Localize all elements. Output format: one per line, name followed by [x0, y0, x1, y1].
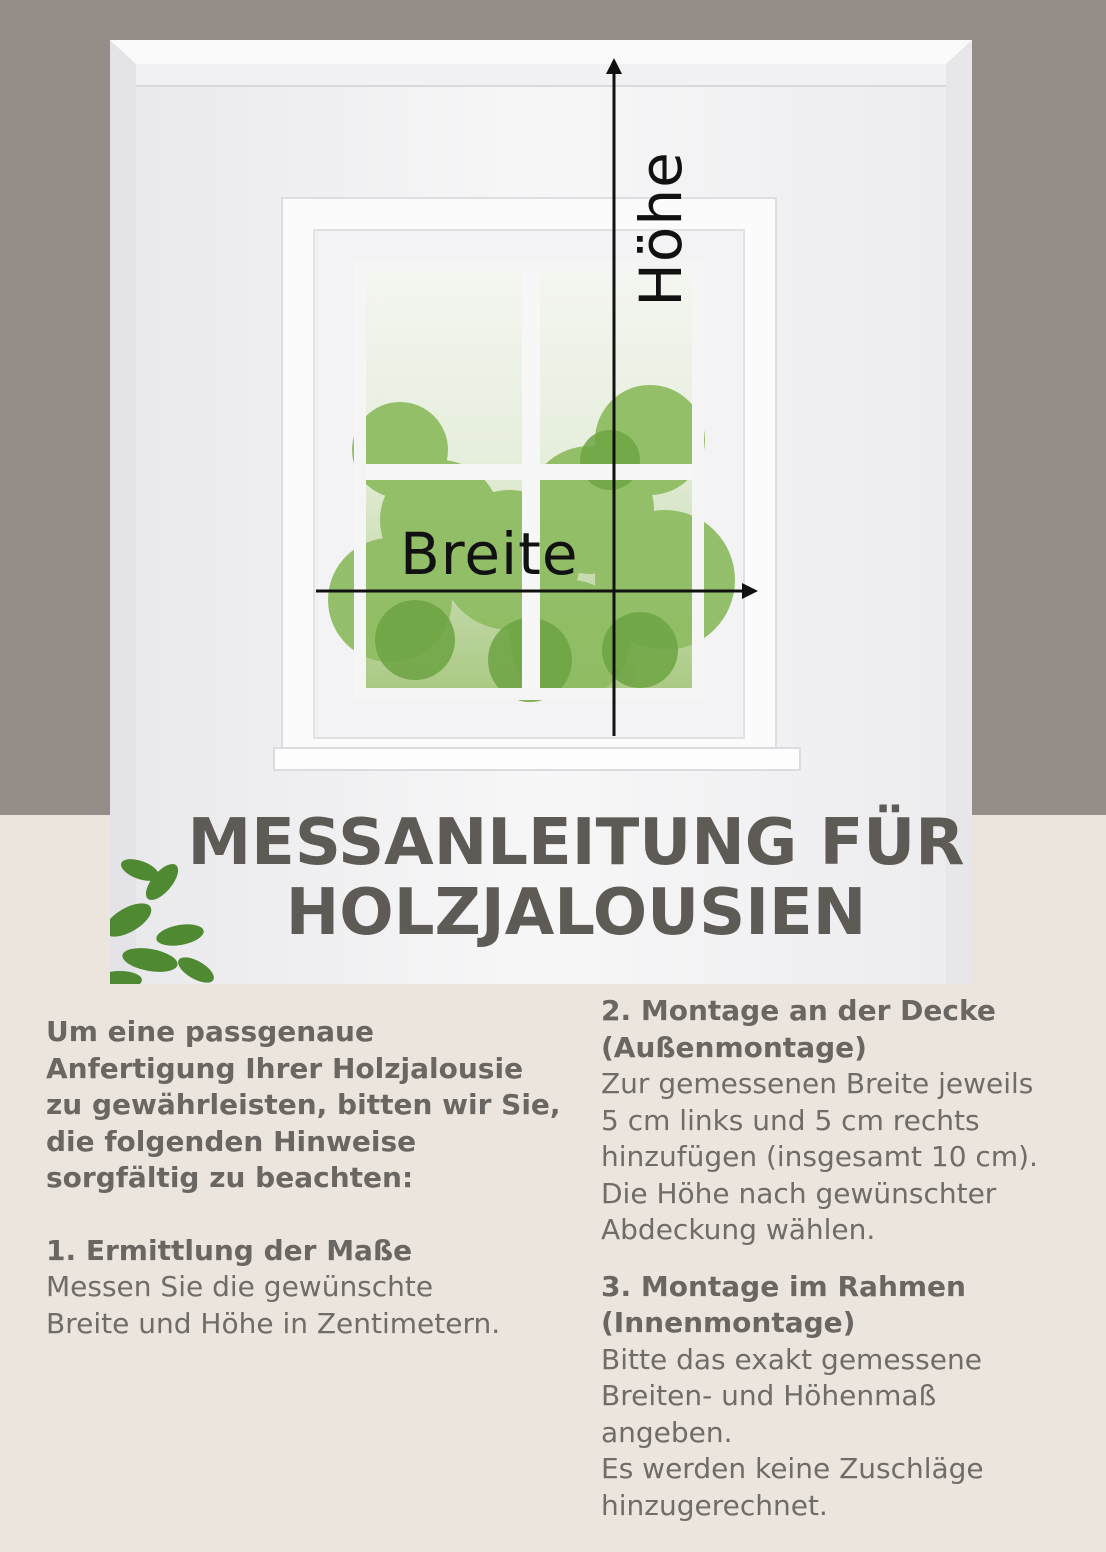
section-2-line: Die Höhe nach gewünschter — [601, 1176, 997, 1210]
section-3-line: Es werden keine Zuschläge — [601, 1452, 984, 1485]
section-2-line: hinzufügen (insgesamt 10 cm). — [601, 1140, 1038, 1173]
section-3-line: Breiten- und Höhenmaß — [601, 1379, 937, 1412]
intro-line: Anfertigung Ihrer Holzjalousie — [46, 1051, 524, 1085]
intro-line: die folgenden Hinweise — [46, 1124, 417, 1158]
section-3-heading: 3. Montage im Rahmen — [601, 1269, 966, 1303]
section-3 — [601, 1269, 1101, 1525]
section-1 — [46, 1233, 566, 1343]
section-2-heading: 2. Montage an der Decke — [601, 994, 996, 1027]
section-1-line: Messen Sie die gewünschte — [46, 1270, 434, 1303]
section-1-line: Breite und Höhe in Zentimetern. — [46, 1306, 501, 1340]
title-line-2: HOLZJALOUSIEN — [285, 876, 867, 950]
section-2 — [601, 993, 1101, 1249]
title-line-1: MESSANLEITUNG FÜR — [187, 806, 965, 880]
right-column — [601, 993, 1101, 1524]
intro-line: zu gewährleisten, bitten wir Sie, — [46, 1088, 561, 1121]
intro-line: sorgfältig zu beachten: — [46, 1161, 414, 1194]
left-column — [46, 1014, 566, 1342]
width-label: Breite — [400, 520, 579, 588]
section-2-heading: (Außenmontage) — [601, 1030, 867, 1064]
section-3-line: hinzugerechnet. — [601, 1488, 828, 1522]
section-3-heading: (Innenmontage) — [601, 1306, 856, 1339]
section-2-line: Abdeckung wählen. — [601, 1213, 876, 1246]
section-3-line: Bitte das exakt gemessene — [601, 1342, 982, 1376]
section-3-line: angeben. — [601, 1415, 733, 1449]
section-1-heading: 1. Ermittlung der Maße — [46, 1233, 413, 1267]
section-2-line: 5 cm links und 5 cm rechts — [601, 1103, 980, 1137]
intro-paragraph — [46, 1014, 566, 1197]
section-2-line: Zur gemessenen Breite jeweils — [601, 1067, 1034, 1100]
intro-line: Um eine passgenaue — [46, 1015, 374, 1048]
page-title — [110, 808, 1042, 948]
height-label: Höhe — [626, 151, 695, 307]
